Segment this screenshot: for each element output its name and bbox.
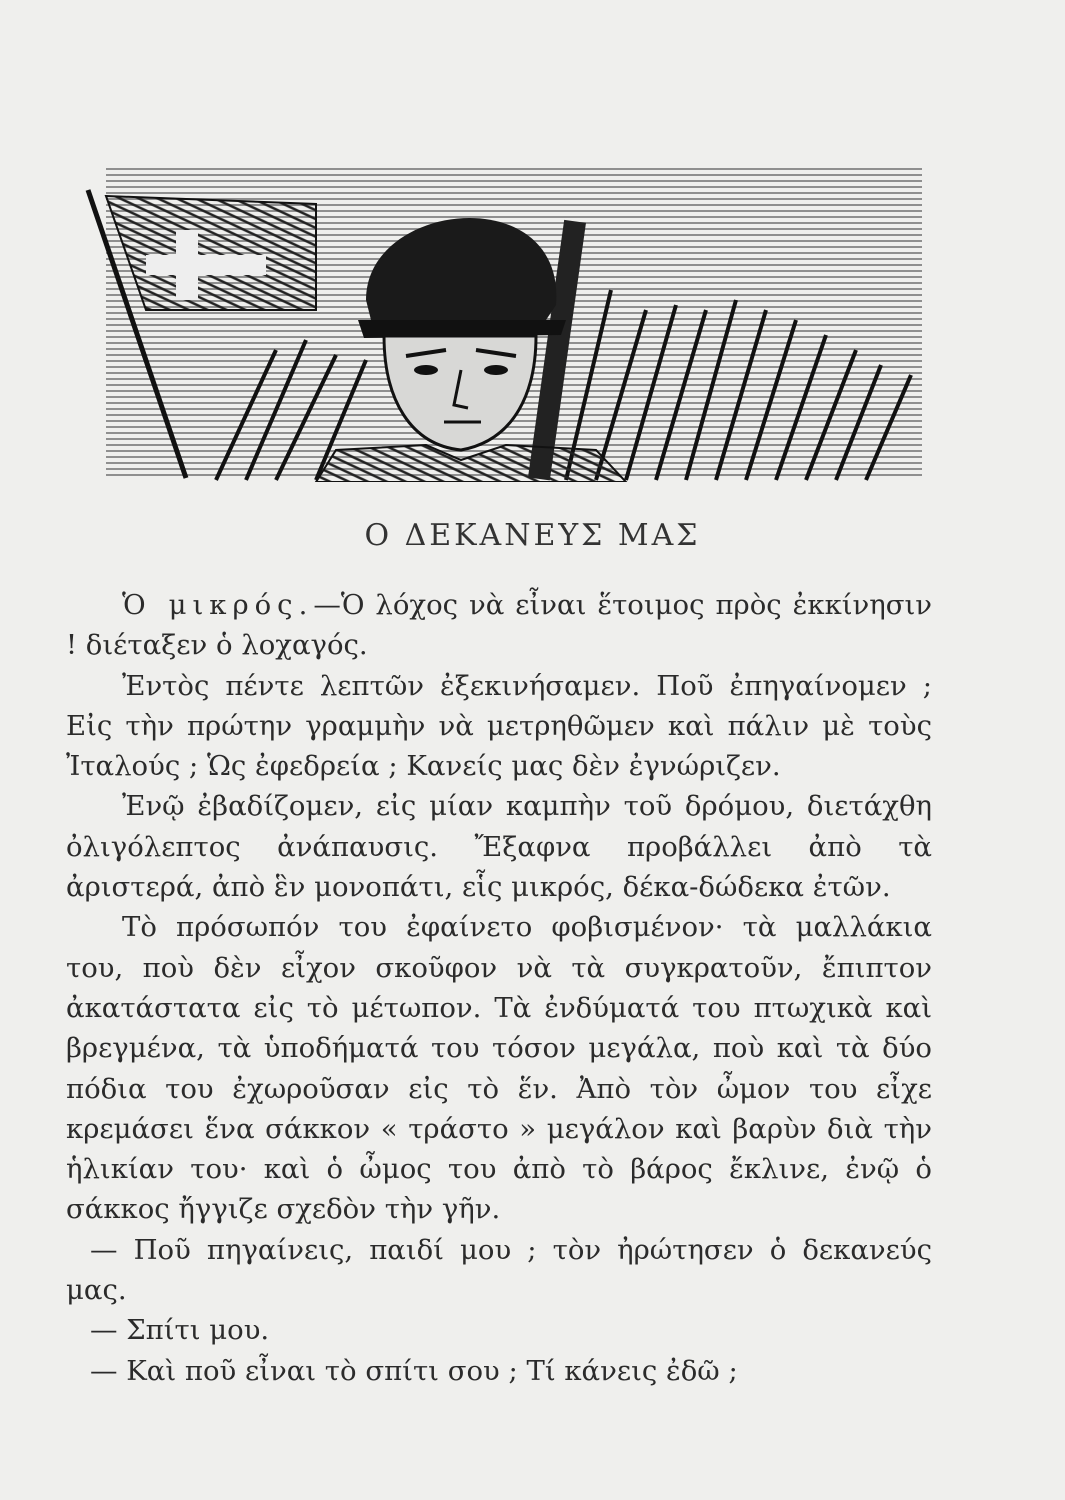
paragraph-3: Ἐνῷ ἐβαδίζομεν, εἰς μίαν καμπὴν τοῦ δρόμου, διετάχθη ὀλιγόλεπτος ἀνάπαυσις. Ἔξαφνα προβάλλει ἀπὸ τὰ ἀριστερά, ἀπὸ ἓν μονοπάτι, εἷς μικρός, δέκα-δώδεκα ἐτῶν. — [66, 790, 932, 904]
body-text — [66, 585, 932, 1391]
dialogue-line-2: — Σπίτι μου. — [90, 1314, 270, 1347]
paragraph-4: Τὸ πρόσωπόν του ἐφαίνετο φοβισμένον· τὰ μαλλάκια του, ποὺ δὲν εἶχον σκοῦφον νὰ τὰ συγκρατοῦν, ἔπιπτον ἀκατάστατα εἰς τὸ μέτωπον. Τὰ ἐνδύματά του πτωχικὰ καὶ βρεγμένα, τὰ ὑποδήματά του τόσον μεγάλα, ποὺ καὶ τὰ δύο πόδια του ἐχωροῦσαν εἰς τὸ ἕν. Ἀπὸ τὸν ὦμον του εἶχε κρεμάσει ἕνα σάκκον « τράστο » μεγάλον καὶ βαρὺν διὰ τὴν ἡλικίαν του· καὶ ὁ ὦμος του ἀπὸ τὸ βάρος ἔκλινε, ἐνῷ ὁ σάκκος ἤγγιζε σχεδὸν τὴν γῆν. — [66, 911, 932, 1226]
paragraph-1 — [66, 585, 932, 666]
dialogue-line-3: — Καὶ ποῦ εἶναι τὸ σπίτι σου ; Τί κάνεις ἐδῶ ; — [90, 1354, 738, 1387]
chapter-title: Ο ΔΕΚΑΝΕΥΣ ΜΑΣ — [364, 518, 701, 553]
dialogue-line-1: — Ποῦ πηγαίνεις, παιδί μου ; τὸν ἠρώτησεν ὁ δεκανεύς μας. — [66, 1233, 932, 1307]
paragraph-2: Ἐντὸς πέντε λεπτῶν ἐξεκινήσαμεν. Ποῦ ἐπηγαίνομεν ; Εἰς τὴν πρώτην γραμμὴν νὰ μετρηθῶμεν καὶ πάλιν μὲ τοὺς Ἰταλούς ; Ὡς ἐφεδρεία ; Κανείς μας δὲν ἐγνώριζεν. — [66, 669, 932, 783]
soldier-woodcut-illustration — [66, 160, 922, 482]
paragraph-1-lead: Ὁ μικρός. — [122, 589, 314, 621]
paragraph-1-text: —Ὁ λόχος νὰ εἶναι ἕτοιμος πρὸς ἐκκίνησιν ! διέταξεν ὁ λοχαγός. — [66, 589, 933, 662]
